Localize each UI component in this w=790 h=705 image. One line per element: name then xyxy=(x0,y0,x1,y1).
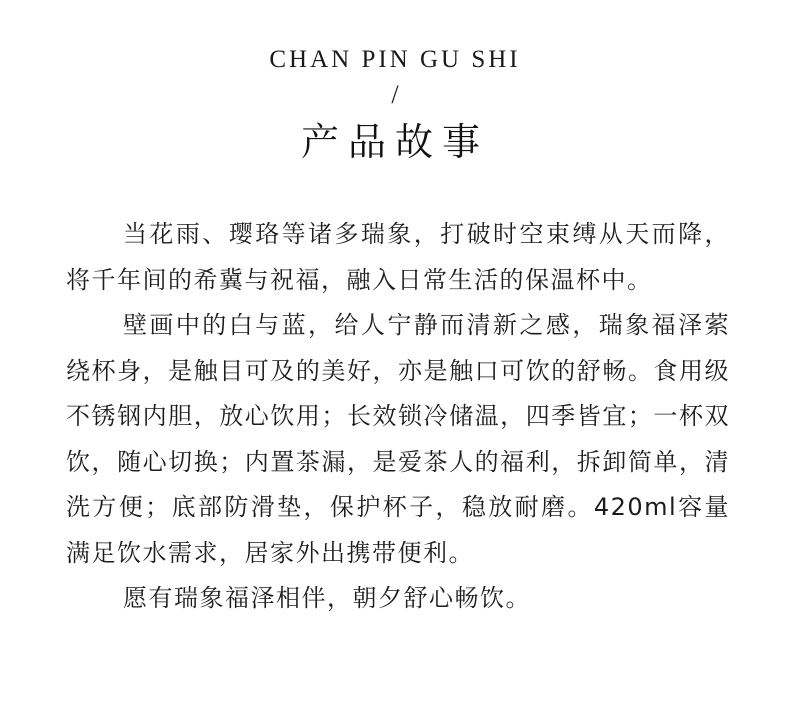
section-header xyxy=(0,40,790,170)
story-body xyxy=(66,212,730,622)
slash-divider: / xyxy=(391,80,399,109)
story-paragraph: 愿有瑞象福泽相伴，朝夕舒心畅饮。 xyxy=(123,584,531,612)
story-paragraph: 壁画中的白与蓝，给人宁静而清新之感，瑞象福泽萦绕杯身，是触目可及的美好，亦是触口可饮的舒畅。食用级不锈钢内胆，放心饮用；长效锁冷储温，四季皆宜；一杯双饮，随心切换；内置茶漏，是爱茶人的福利，拆卸简单，清洗方便；底部防滑垫，保护杯子，稳放耐磨。420ml容量满足饮水需求，居家外出携带便利。 xyxy=(66,311,730,567)
story-paragraph: 当花雨、璎珞等诸多瑞象，打破时空束缚从天而降，将千年间的希冀与祝福，融入日常生活的保温杯中。 xyxy=(66,220,730,294)
pinyin-subtitle: CHAN PIN GU SHI xyxy=(269,46,521,73)
section-title: 产品故事 xyxy=(300,120,489,164)
